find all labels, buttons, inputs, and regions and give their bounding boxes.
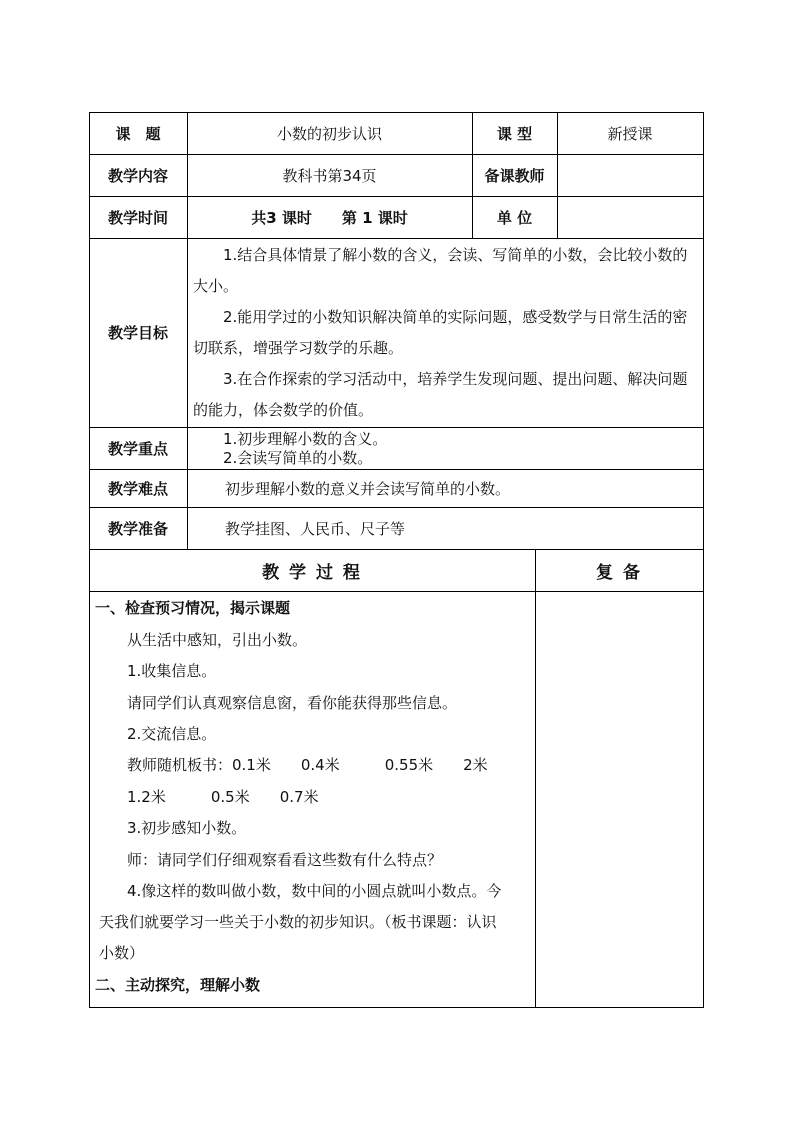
time-label: 教学时间 xyxy=(107,208,168,227)
difficulty-value: 初步理解小数的意义并会读写简单的小数。 xyxy=(225,480,511,498)
topic-label: 课 题 xyxy=(115,124,161,143)
process-header: 教 学 过 程 xyxy=(262,562,362,583)
teacher-label: 备课教师 xyxy=(484,166,545,185)
content-label: 教学内容 xyxy=(107,166,168,185)
goal-item: 2.能用学过的小数知识解决简单的实际问题，感受数学与日常生活的密切联系，增强学习数学的乐趣。 xyxy=(193,308,688,357)
content-value: 教科书第34页 xyxy=(282,166,377,185)
process-line: 4.像这样的数叫做小数，数中间的小圆点就叫小数点。今 xyxy=(127,882,502,900)
key-label: 教学重点 xyxy=(107,439,168,458)
type-value: 新授课 xyxy=(607,124,653,143)
prep-value: 教学挂图、人民币、尺子等 xyxy=(225,520,406,538)
section-heading: 一、检查预习情况，揭示课题 xyxy=(95,599,291,617)
difficulty-label: 教学难点 xyxy=(107,479,168,498)
section-heading: 二、主动探究，理解小数 xyxy=(95,976,261,994)
key-point-1: 1.初步理解小数的含义。 xyxy=(223,430,388,448)
process-line: 1.收集信息。 xyxy=(127,662,217,680)
unit-label: 单 位 xyxy=(496,208,533,227)
process-line: 2.交流信息。 xyxy=(127,725,217,743)
goals-label: 教学目标 xyxy=(107,324,168,342)
teacher-value xyxy=(557,154,703,196)
goal-item: 3.在合作探索的学习活动中，培养学生发现问题、提出问题、解决问题的能力，体会数学的价值。 xyxy=(193,370,688,419)
unit-value xyxy=(557,196,703,238)
side-header: 复 备 xyxy=(596,562,642,583)
key-point-2: 2.会读写简单的小数。 xyxy=(223,449,373,467)
process-line: 从生活中感知，引出小数。 xyxy=(127,631,308,649)
goals-list xyxy=(193,240,695,426)
process-line: 师：请同学们仔细观察看看这些数有什么特点？ xyxy=(127,851,443,869)
process-line: 教师随机板书：0.1米 0.4米 0.55米 2米 xyxy=(127,756,488,774)
process-line: 小数） xyxy=(99,944,145,962)
process-line: 3.初步感知小数。 xyxy=(127,819,247,837)
process-line: 1.2米 0.5米 0.7米 xyxy=(127,788,319,806)
time-value: 共3 课时 第 1 课时 xyxy=(251,208,408,227)
goal-item: 1.结合具体情景了解小数的含义，会读、写简单的小数，会比较小数的大小。 xyxy=(193,246,688,295)
process-line: 请同学们认真观察信息窗，看你能获得那些信息。 xyxy=(127,694,458,712)
topic-value: 小数的初步认识 xyxy=(276,124,382,143)
process-line: 天我们就要学习一些关于小数的初步知识。（板书课题：认识 xyxy=(99,913,497,931)
type-label: 课 型 xyxy=(496,124,533,143)
prep-label: 教学准备 xyxy=(107,519,168,538)
lesson-plan-table xyxy=(89,112,704,1008)
